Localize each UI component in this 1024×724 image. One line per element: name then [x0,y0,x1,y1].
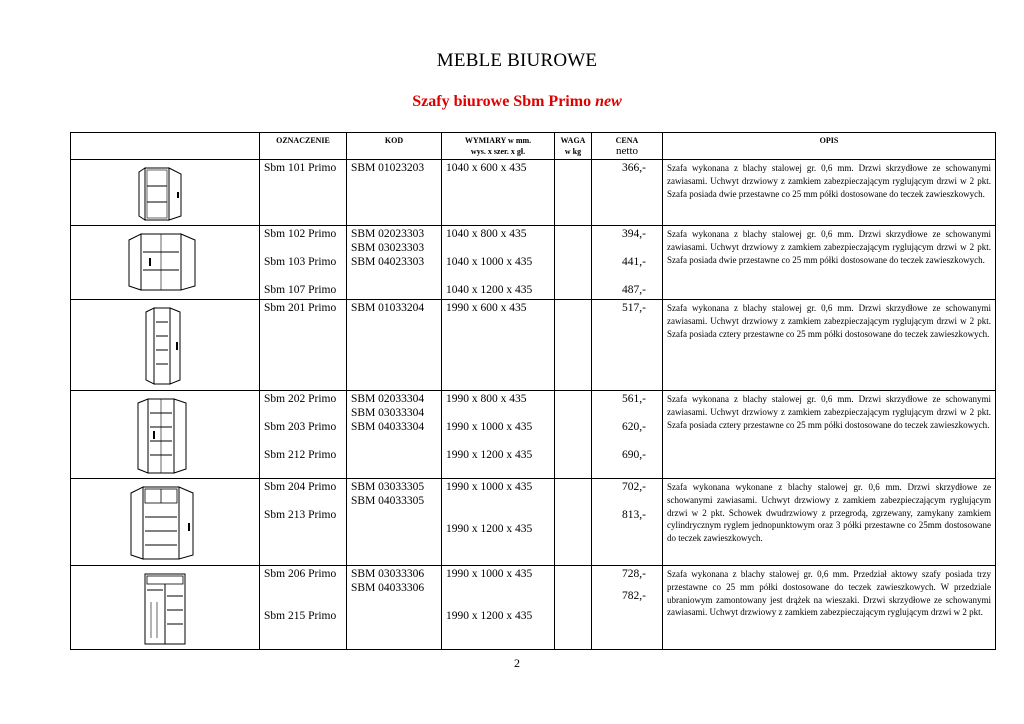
product-name: Sbm 202 Primo [264,393,337,405]
product-description: Szafa wykonana z blachy stalowej gr. 0,6 mm. Drzwi skrzydłowe ze schowanymi zawiasami. Uchwyt drzwiowy z zamkiem zabezpieczającym ryglującym drzwi w 2 pkt. Szafa posiada dwie przestawne co 25 mm półki dostosowane do teczek zawieszkowych. [663,160,996,226]
table-row [71,391,996,479]
product-name: Sbm 107 Primo [264,284,337,296]
product-name: Sbm 206 Primo [264,568,337,580]
header-cena: CENA netto [592,133,663,160]
product-price: 690,- [622,449,646,461]
product-image [71,300,260,391]
product-price: 782,- [622,590,646,602]
product-code: SBM 03033305 [351,481,425,493]
product-code: SBM 04033304 [351,421,425,433]
product-price: 561,- [622,393,646,405]
cabinet-tall-two-door-icon [132,397,198,475]
section-title: Szafy biurowe Sbm Primo new [412,93,622,110]
header-wymiary: WYMIARY w mm. wys. x szer. x gł. [442,133,555,160]
table-row [71,300,996,391]
product-code: SBM 03023303 [351,242,425,254]
product-name: Sbm 201 Primo [264,302,337,314]
product-weight [555,300,592,391]
product-image [71,566,260,650]
product-name: Sbm 101 Primo [264,162,337,174]
product-price: 441,- [622,256,646,268]
product-dims: 1040 x 1000 x 435 [446,256,533,268]
product-code: SBM 04033306 [351,582,425,594]
product-weight [555,566,592,650]
product-name: Sbm 102 Primo [264,228,337,240]
product-code: SBM 02033304 [351,393,425,405]
product-name: Sbm 203 Primo [264,421,337,433]
header-opis: OPIS [663,133,996,160]
product-name: Sbm 212 Primo [264,449,337,461]
new-tag: new [595,93,622,110]
product-name: Sbm 213 Primo [264,509,337,521]
cabinet-two-door-wide-icon [125,232,205,294]
product-price: 366,- [622,162,646,174]
product-description: Szafa wykonana z blachy stalowej gr. 0,6 mm. Drzwi skrzydłowe ze schowanymi zawiasami. Uchwyt drzwiowy z zamkiem zabezpieczającym ryglującym drzwi w 2 pkt. Szafa posiada cztery przestawne co 25 mm półki dostosowane do teczek zawieszkowych. [663,391,996,479]
product-description: Szafa wykonana z blachy stalowej gr. 0,6 mm. Drzwi skrzydłowe ze schowanymi zawiasami. Uchwyt drzwiowy z zamkiem zabezpieczającym ryglującym drzwi w 2 pkt. Szafa posiada cztery przestawne co 25 mm półki dostosowane do teczek zawieszkowych. [663,300,996,391]
product-code: SBM 04023303 [351,256,425,268]
product-description: Szafa wykonana z blachy stalowej gr. 0,6 mm. Drzwi skrzydłowe ze schowanymi zawiasami. Uchwyt drzwiowy z zamkiem zabezpieczającym ryglującym drzwi w 2 pkt. Szafa posiada dwie przestawne co 25 mm półki dostosowane do teczek zawieszkowych. [663,226,996,300]
product-dims: 1040 x 1200 x 435 [446,284,533,296]
product-dims: 1990 x 1000 x 435 [446,481,533,493]
product-dims: 1990 x 1000 x 435 [446,421,533,433]
header-image [71,133,260,160]
product-table [70,132,996,650]
header-oznaczenie: OZNACZENIE [260,133,347,160]
header-waga: WAGA w kg [555,133,592,160]
product-price: 487,- [622,284,646,296]
product-name: Sbm 103 Primo [264,256,337,268]
product-image [71,160,260,226]
cabinet-tall-narrow-icon [140,306,190,386]
product-dims: 1040 x 800 x 435 [446,228,527,240]
product-code: SBM 03033304 [351,407,425,419]
product-code: SBM 01023203 [351,162,425,174]
cabinet-two-door-short-icon [135,166,195,222]
product-dims: 1990 x 1000 x 435 [446,568,533,580]
product-code: SBM 02023303 [351,228,425,240]
table-row [71,160,996,226]
cabinet-tall-with-compartment-icon [125,485,205,561]
table-row [71,226,996,300]
table-row [71,479,996,566]
product-dims: 1990 x 1200 x 435 [446,523,533,535]
page-number: 2 [514,656,520,670]
page-title: MEBLE BIUROWE [436,50,598,71]
product-price: 394,- [622,228,646,240]
cabinet-tall-with-hanger-icon [133,572,197,646]
product-weight [555,226,592,300]
product-price: 517,- [622,302,646,314]
product-dims: 1990 x 1200 x 435 [446,449,533,461]
product-price: 702,- [622,481,646,493]
product-image [71,479,260,566]
product-price: 620,- [622,421,646,433]
product-weight [555,479,592,566]
table-header [71,133,996,160]
product-dims: 1040 x 600 x 435 [446,162,527,174]
product-description: Szafa wykonana wykonane z blachy stalowej gr. 0,6 mm. Drzwi skrzydłowe ze schowanymi zawiasami. Uchwyt drzwiowy z zamkiem zabezpieczającym ryglującym drzwi w 2 pkt. Schowek dwudrzwiowy z przegrodą, zgrzewany, zamykany zamkiem cylindrycznym ryglem jednopunktowym oraz 3 półki przestawne co 25mm dostosowane do teczek zawieszkowych. [663,479,996,566]
product-price: 813,- [622,509,646,521]
table-row [71,566,996,650]
product-image [71,226,260,300]
product-dims: 1990 x 600 x 435 [446,302,527,314]
product-name: Sbm 215 Primo [264,610,337,622]
product-price: 728,- [622,568,646,580]
product-weight [555,391,592,479]
product-dims: 1990 x 1200 x 435 [446,610,533,622]
product-code: SBM 04033305 [351,495,425,507]
product-image [71,391,260,479]
product-weight [555,160,592,226]
product-name: Sbm 204 Primo [264,481,337,493]
header-kod: KOD [347,133,442,160]
product-dims: 1990 x 800 x 435 [446,393,527,405]
product-description: Szafa wykonana z blachy stalowej gr. 0,6 mm. Przedział aktowy szafy posiada trzy przestawne co 25 mm półki dostosowane do teczek zawieszkowych. W przedziale ubraniowym zamontowany jest drążek na wieszaki. Drzwi skrzydłowe ze schowanymi zawiasami. Uchwyt drzwiowy z zamkiem zabezpieczającym ryglującym drzwi w 2 pkt. [663,566,996,650]
product-code: SBM 01033204 [351,302,425,314]
product-code: SBM 03033306 [351,568,425,580]
